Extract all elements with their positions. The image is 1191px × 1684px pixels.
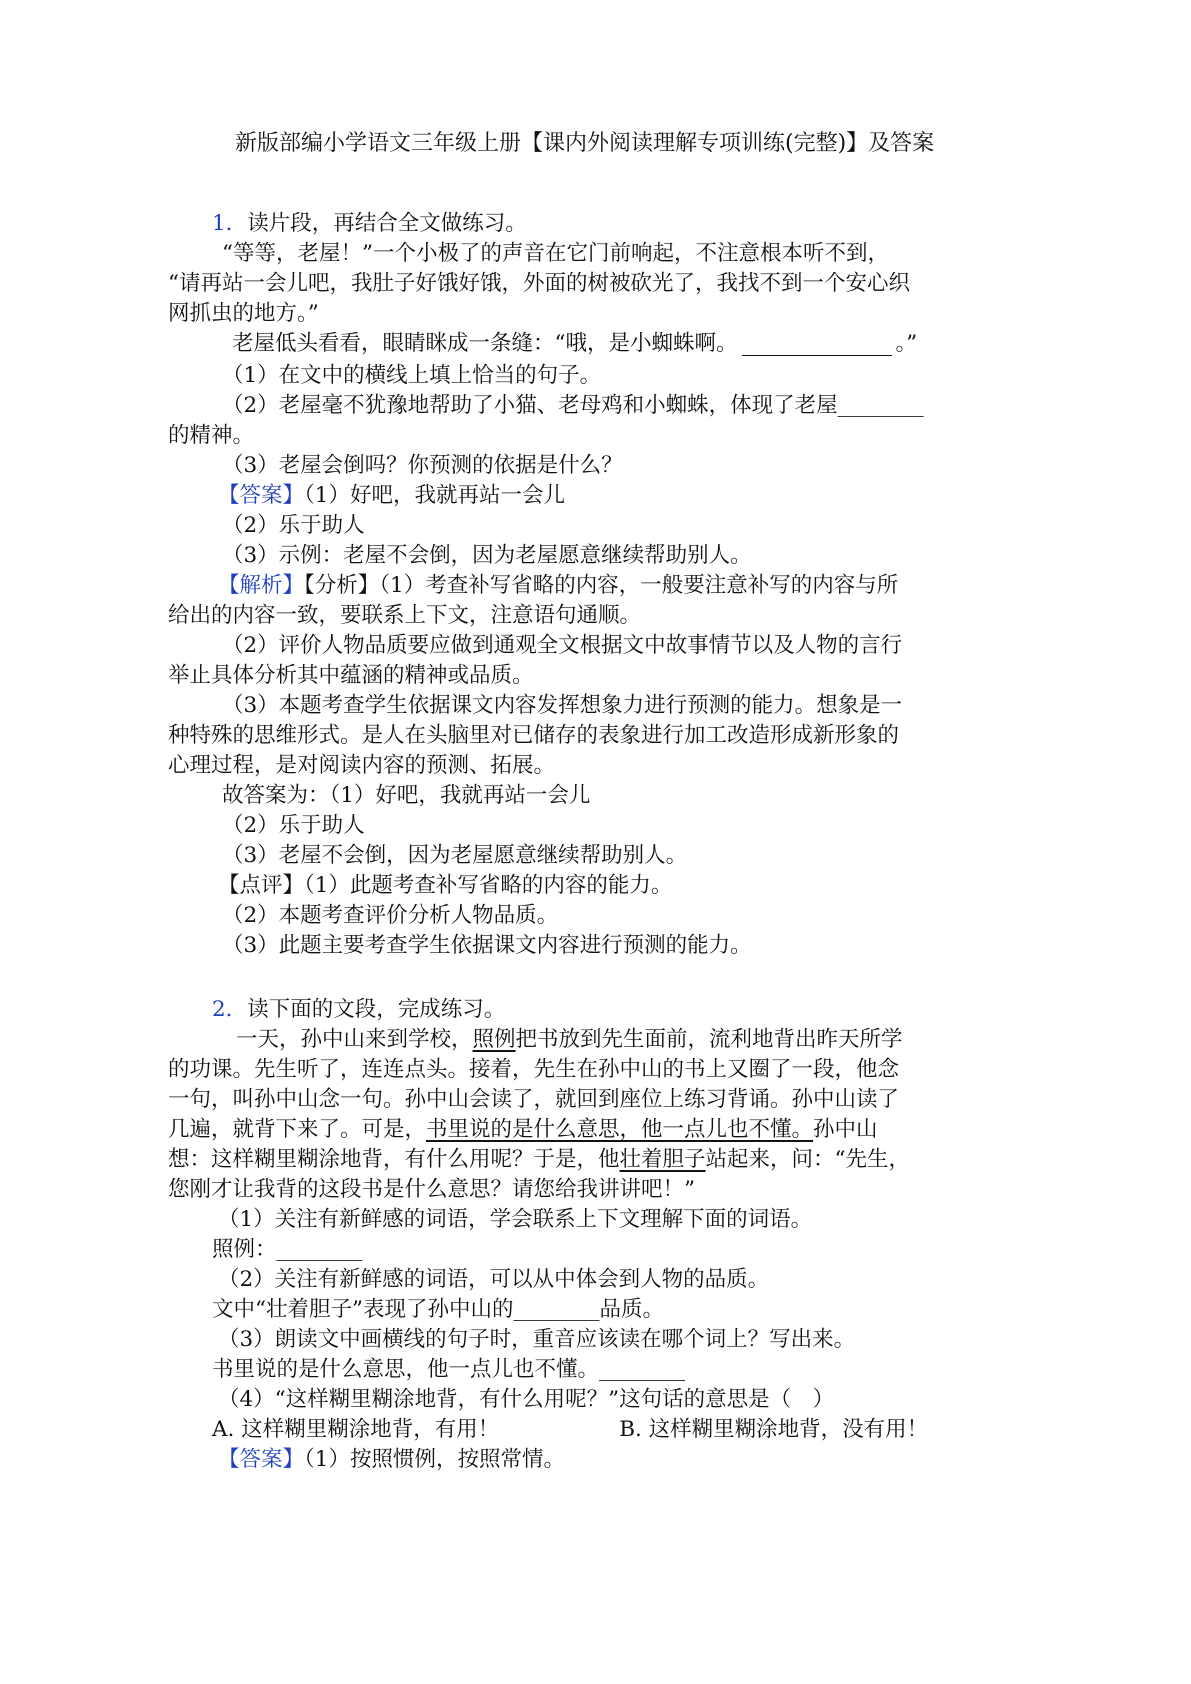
sub-question: （3）老屋会倒吗？你预测的依据是什么？ [222,453,623,478]
passage-text: 一天，孙中山来到学校， [236,1027,473,1052]
passage-text: 孙中山 [813,1117,878,1142]
underlined-sentence: 书里说的是什么意思，他一点儿也不懂。 [426,1117,814,1142]
underlined-word: 壮着胆子 [619,1147,706,1172]
passage-line [236,1024,903,1056]
analysis-line: 举止具体分析其中蕴涵的精神或品质。 [168,663,534,688]
option-a: A. 这样糊里糊涂地背，有用！ [212,1417,500,1442]
analysis-line: 心理过程，是对阅读内容的预测、拓展。 [168,753,556,778]
sub-question: 照例：________ [212,1237,363,1262]
passage-text: 把书放到先生面前，流利地背出昨天所学 [515,1027,903,1052]
passage-text: 站起来，问：“先生， [705,1147,911,1172]
passage-text: 老屋低头看看，眼睛眯成一条缝：“哦，是小蜘蛛啊。 [232,331,738,356]
passage-line: 一句，叫孙中山念一句。孙中山会读了，就回到座位上练习背诵。孙中山读了 [168,1087,900,1112]
answer-blank[interactable] [742,333,892,356]
sub-question: （1）关注有新鲜感的词语，学会联系上下文理解下面的词语。 [218,1207,813,1232]
passage-line: “请再站一会儿吧，我肚子好饿好饿，外面的树被砍光了，我找不到一个安心织 [168,271,910,296]
sub-question: （2）关注有新鲜感的词语，可以从中体会到人物的品质。 [218,1267,770,1292]
analysis-text: 【分析】（1）考查补写省略的内容，一般要注意补写的内容与所 [304,573,899,598]
question-number: 2． [212,997,248,1022]
sub-question: （3）朗读文中画横线的句子时，重音应该读在哪个词上？写出来。 [218,1327,856,1352]
option-b: B. 这样糊里糊涂地背，没有用！ [619,1417,929,1442]
analysis-line: （3）本题考查学生依据课文内容发挥想象力进行预测的能力。想象是一 [222,693,903,718]
question-number: 1． [212,211,248,236]
sub-question: （4）“这样糊里糊涂地背，有什么用呢？”这句话的意思是（ ） [218,1387,835,1412]
passage-line: “等等，老屋！”一个小极了的声音在它门前响起，不注意根本听不到， [222,241,889,266]
passage-line [168,1114,878,1146]
comment-line: （2）本题考查评价分析人物品质。 [222,903,559,928]
sub-question: （2）老屋毫不犹豫地帮助了小猫、老母鸡和小蜘蛛，体现了老屋________ [222,393,924,418]
final-answer-line: （3）老屋不会倒，因为老屋愿意继续帮助别人。 [222,843,688,868]
prompt-text: 读片段，再结合全文做练习。 [247,211,527,236]
question-2-prompt [212,994,505,1026]
sub-question: 书里说的是什么意思，他一点儿也不懂。________ [212,1357,686,1382]
final-answer-line: （2）乐于助人 [222,813,365,838]
passage-line [232,328,917,360]
passage-line [168,1144,910,1176]
analysis-tag: 【解析】 [218,573,305,598]
passage-line: 的功课。先生听了，连连点头。接着，先生在孙中山的书上又圈了一段，他念 [168,1057,900,1082]
analysis-line: 种特殊的思维形式。是人在头脑里对已储存的表象进行加工改造形成新形象的 [168,723,900,748]
question-1-prompt [212,208,527,240]
answer-text: （1）好吧，我就再站一会儿 [304,483,565,508]
answer-text: （1）按照惯例，按照常情。 [304,1447,565,1472]
sub-question: 文中“壮着胆子”表现了孙中山的________品质。 [212,1297,664,1322]
comment-line: 【点评】（1）此题考查补写省略的内容的能力。 [218,873,673,898]
answer-line: （3）示例：老屋不会倒，因为老屋愿意继续帮助别人。 [222,543,752,568]
passage-text: 。” [895,331,918,356]
answer-tag: 【答案】 [218,1447,305,1472]
passage-line: 网抓虫的地方。” [168,301,319,326]
sub-question: （1）在文中的横线上填上恰当的句子。 [222,363,602,388]
analysis-line: （2）评价人物品质要应做到通观全文根据文中故事情节以及人物的言行 [222,633,903,658]
answer-line [218,480,565,512]
analysis-line: 给出的内容一致，要联系上下文，注意语句通顺。 [168,603,642,628]
options-line [212,1414,928,1446]
document-title: 新版部编小学语文三年级上册【课内外阅读理解专项训练(完整)】及答案 [235,131,935,156]
analysis-line [218,570,898,602]
prompt-text: 读下面的文段，完成练习。 [247,997,506,1022]
answer-tag: 【答案】 [218,483,305,508]
comment-line: （3）此题主要考查学生依据课文内容进行预测的能力。 [222,933,752,958]
sub-question: 的精神。 [168,423,255,448]
passage-line: 您刚才让我背的这段书是什么意思？请您给我讲讲吧！” [168,1177,695,1202]
passage-text: 几遍，就背下来了。可是， [168,1117,427,1142]
answer-line [218,1444,565,1476]
underlined-word: 照例 [472,1027,516,1052]
passage-text: 想：这样糊里糊涂地背，有什么用呢？于是，他 [168,1147,620,1172]
final-answer-line: 故答案为：（1）好吧，我就再站一会儿 [222,783,591,808]
answer-line: （2）乐于助人 [222,513,365,538]
